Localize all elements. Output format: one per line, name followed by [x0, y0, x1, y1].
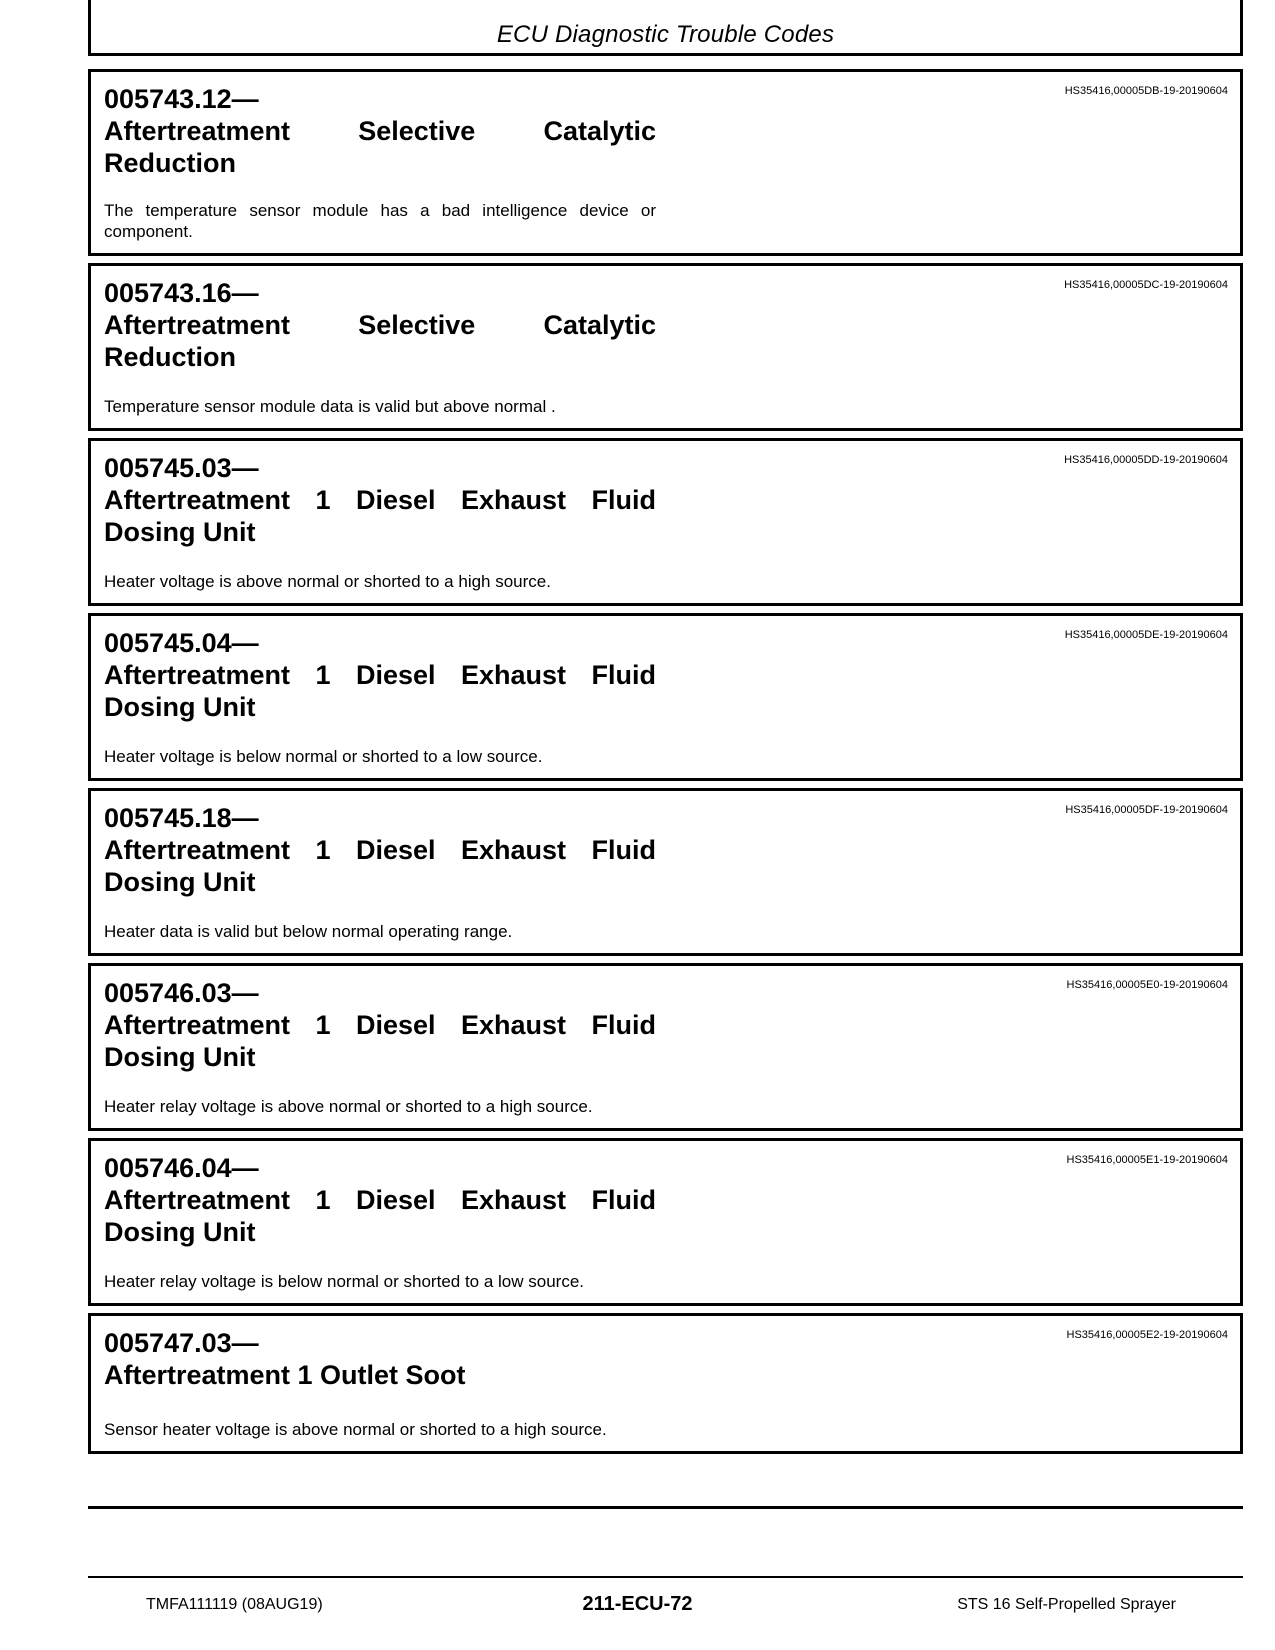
entry-title: Aftertreatment 1 Diesel Exhaust Fluid Dosing Unit — [104, 660, 656, 722]
trouble-code-entry — [88, 613, 1243, 781]
entry-title: Aftertreatment 1 Diesel Exhaust Fluid Dosing Unit — [104, 1010, 656, 1072]
page-header — [88, 0, 1243, 56]
entry-code: 005745.04— — [104, 628, 259, 658]
trouble-code-entry — [88, 438, 1243, 606]
trouble-code-entry — [88, 69, 1243, 256]
entry-code: 005743.16— — [104, 278, 259, 308]
entry-code: 005746.04— — [104, 1153, 259, 1183]
entry-description: Heater relay voltage is below normal or shorted to a low source. — [104, 1272, 585, 1291]
footer-divider — [88, 1576, 1243, 1578]
trouble-code-entry — [88, 963, 1243, 1131]
entry-description: The temperature sensor module has a bad intelligence device or component. — [104, 201, 656, 241]
entry-title: Aftertreatment 1 Diesel Exhaust Fluid Dosing Unit — [104, 485, 656, 547]
entry-reference-id: HS35416,00005DC-19-20190604 — [1064, 279, 1228, 291]
page-title: ECU Diagnostic Trouble Codes — [496, 21, 835, 48]
entry-reference-id: HS35416,00005DD-19-20190604 — [1064, 454, 1228, 466]
entry-code: 005746.03— — [104, 978, 259, 1008]
entry-reference-id: HS35416,00005E2-19-20190604 — [1066, 1329, 1228, 1341]
entry-code: 005747.03— — [104, 1328, 259, 1358]
entry-title: Aftertreatment 1 Diesel Exhaust Fluid Dosing Unit — [104, 835, 656, 897]
footer-page-number: 211-ECU-72 — [582, 1593, 693, 1615]
entry-title: Aftertreatment 1 Diesel Exhaust Fluid Dosing Unit — [104, 1185, 656, 1247]
entry-description: Temperature sensor module data is valid but above normal . — [104, 397, 556, 416]
entry-reference-id: HS35416,00005DB-19-20190604 — [1064, 85, 1228, 97]
trouble-code-entry — [88, 1313, 1243, 1454]
footer-document-id: TMFA111119 (08AUG19) — [146, 1596, 323, 1613]
entry-code: 005745.18— — [104, 803, 259, 833]
content-end-rule — [88, 1506, 1243, 1509]
trouble-code-entry — [88, 1138, 1243, 1306]
trouble-code-entry — [88, 263, 1243, 431]
entry-description: Heater voltage is below normal or shorted to a low source. — [104, 747, 543, 766]
entry-title: Aftertreatment Selective Catalytic Reduction — [104, 310, 656, 372]
entry-description: Heater data is valid but below normal operating range. — [104, 922, 513, 941]
footer-product-name: STS 16 Self-Propelled Sprayer — [957, 1596, 1176, 1613]
entry-code: 005745.03— — [104, 453, 259, 483]
trouble-code-list — [88, 69, 1243, 1461]
entry-reference-id: HS35416,00005DF-19-20190604 — [1065, 804, 1228, 816]
entry-description: Heater voltage is above normal or shorted to a high source. — [104, 572, 551, 591]
entry-title: Aftertreatment 1 Outlet Soot — [104, 1360, 466, 1390]
entry-title: Aftertreatment Selective Catalytic Reduction — [104, 116, 656, 178]
entry-reference-id: HS35416,00005E1-19-20190604 — [1066, 1154, 1228, 1166]
entry-reference-id: HS35416,00005DE-19-20190604 — [1064, 629, 1228, 641]
entry-reference-id: HS35416,00005E0-19-20190604 — [1066, 979, 1228, 991]
trouble-code-entry — [88, 788, 1243, 956]
entry-description: Sensor heater voltage is above normal or shorted to a high source. — [104, 1420, 607, 1439]
entry-description: Heater relay voltage is above normal or shorted to a high source. — [104, 1097, 593, 1116]
entry-code: 005743.12— — [104, 84, 259, 114]
